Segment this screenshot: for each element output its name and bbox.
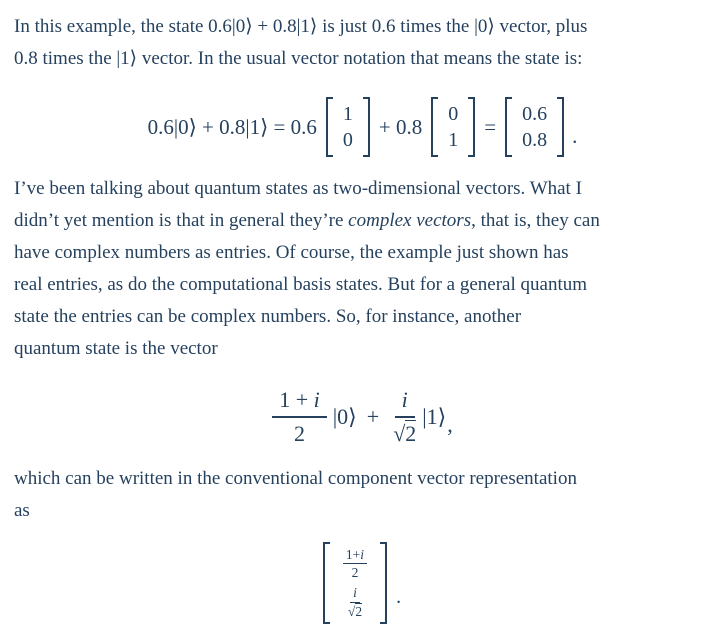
matrix-bracket-left [505, 97, 512, 157]
math-variable-i: i [313, 387, 320, 412]
equals-sign: = [484, 114, 497, 139]
paragraph-component-representation [14, 463, 706, 527]
text-line: as [14, 500, 30, 521]
fraction-denominator: 2 [293, 421, 305, 446]
fraction [272, 387, 327, 447]
matrix-entry: 0.6 [522, 103, 548, 125]
text-line: quantum state is the vector [14, 338, 218, 359]
text-segment: didn’t yet mention is that in general they’re [14, 210, 349, 231]
paragraph-intro-example [14, 11, 706, 75]
matrix-bracket-right [380, 542, 387, 624]
math-variable-i: i [360, 546, 365, 562]
column-vector-basis0 [326, 97, 370, 157]
matrix-entry: 0 [448, 103, 459, 125]
matrix-bracket-left [431, 97, 438, 157]
math-text: 1+ [345, 546, 361, 562]
fraction-numerator [350, 585, 360, 603]
matrix-entry: 1 [342, 103, 353, 125]
paragraph-complex-vectors [14, 173, 706, 365]
matrix-bracket-right [557, 97, 564, 157]
fraction [343, 547, 367, 581]
sentence-period: . [396, 585, 402, 608]
matrix-bracket-right [468, 97, 475, 157]
text-line: I’ve been talking about quantum states as two-dimensional vectors. What I [14, 178, 582, 199]
math-variable-i: i [353, 585, 357, 600]
text-line [14, 205, 706, 237]
matrix-entry: 0.8 [522, 129, 548, 151]
text-line: In this example, the state 0.6|0⟩ + 0.8|1⟩ is just 0.6 times the |0⟩ vector, plus [14, 16, 588, 37]
text-line: have complex numbers as entries. Of course, the example just shown has [14, 242, 569, 263]
radical-sign: √ [347, 603, 356, 619]
sentence-comma: , [447, 412, 453, 437]
fraction [393, 387, 416, 447]
text-line: 0.8 times the |1⟩ vector. In the usual vector notation that means the state is: [14, 48, 583, 69]
column-vector-complex [323, 542, 387, 624]
sentence-period: . [572, 123, 578, 148]
matrix-entries [333, 97, 363, 157]
text-line: which can be written in the conventional component vector representation [14, 468, 577, 489]
fraction-denominator [393, 418, 416, 447]
column-vector-result [505, 97, 564, 157]
math-text: 1 + [279, 387, 314, 412]
fraction-numerator [272, 387, 327, 418]
equation-complex-state [14, 381, 706, 453]
matrix-entry: 0 [342, 129, 353, 151]
ket-one: |1⟩ [422, 404, 447, 429]
radical-sign: √ [393, 421, 406, 446]
fraction-denominator: 2 [351, 565, 359, 581]
matrix-bracket-left [323, 542, 330, 624]
equation-operator: + 0.8 [378, 114, 423, 139]
article-body [14, 11, 706, 621]
matrix-entries [512, 97, 557, 157]
equation-component-vector [14, 545, 706, 621]
fraction-numerator [395, 387, 415, 418]
emphasized-text: complex vectors [348, 210, 472, 231]
radicand: 2 [405, 421, 417, 446]
fraction [348, 585, 362, 619]
equation-lhs: 0.6|0⟩ + 0.8|1⟩ = 0.6 [147, 114, 317, 139]
fraction-numerator [343, 547, 367, 565]
ket-zero: |0⟩ [332, 404, 357, 429]
matrix-bracket-right [363, 97, 370, 157]
text-segment: , that is, they can [471, 210, 600, 231]
equation-vector-decomposition [14, 95, 706, 159]
plus-sign: + [366, 404, 380, 429]
column-vector-basis1 [431, 97, 475, 157]
math-variable-i: i [401, 387, 408, 412]
fraction-denominator [348, 603, 362, 620]
matrix-entries [438, 97, 468, 157]
radicand: 2 [355, 603, 363, 619]
matrix-bracket-left [326, 97, 333, 157]
text-line: real entries, as do the computational basis states. But for a general quantum [14, 274, 587, 295]
text-line: state the entries can be complex numbers. So, for instance, another [14, 306, 522, 327]
matrix-entries [330, 542, 380, 624]
matrix-entry: 1 [448, 129, 459, 151]
